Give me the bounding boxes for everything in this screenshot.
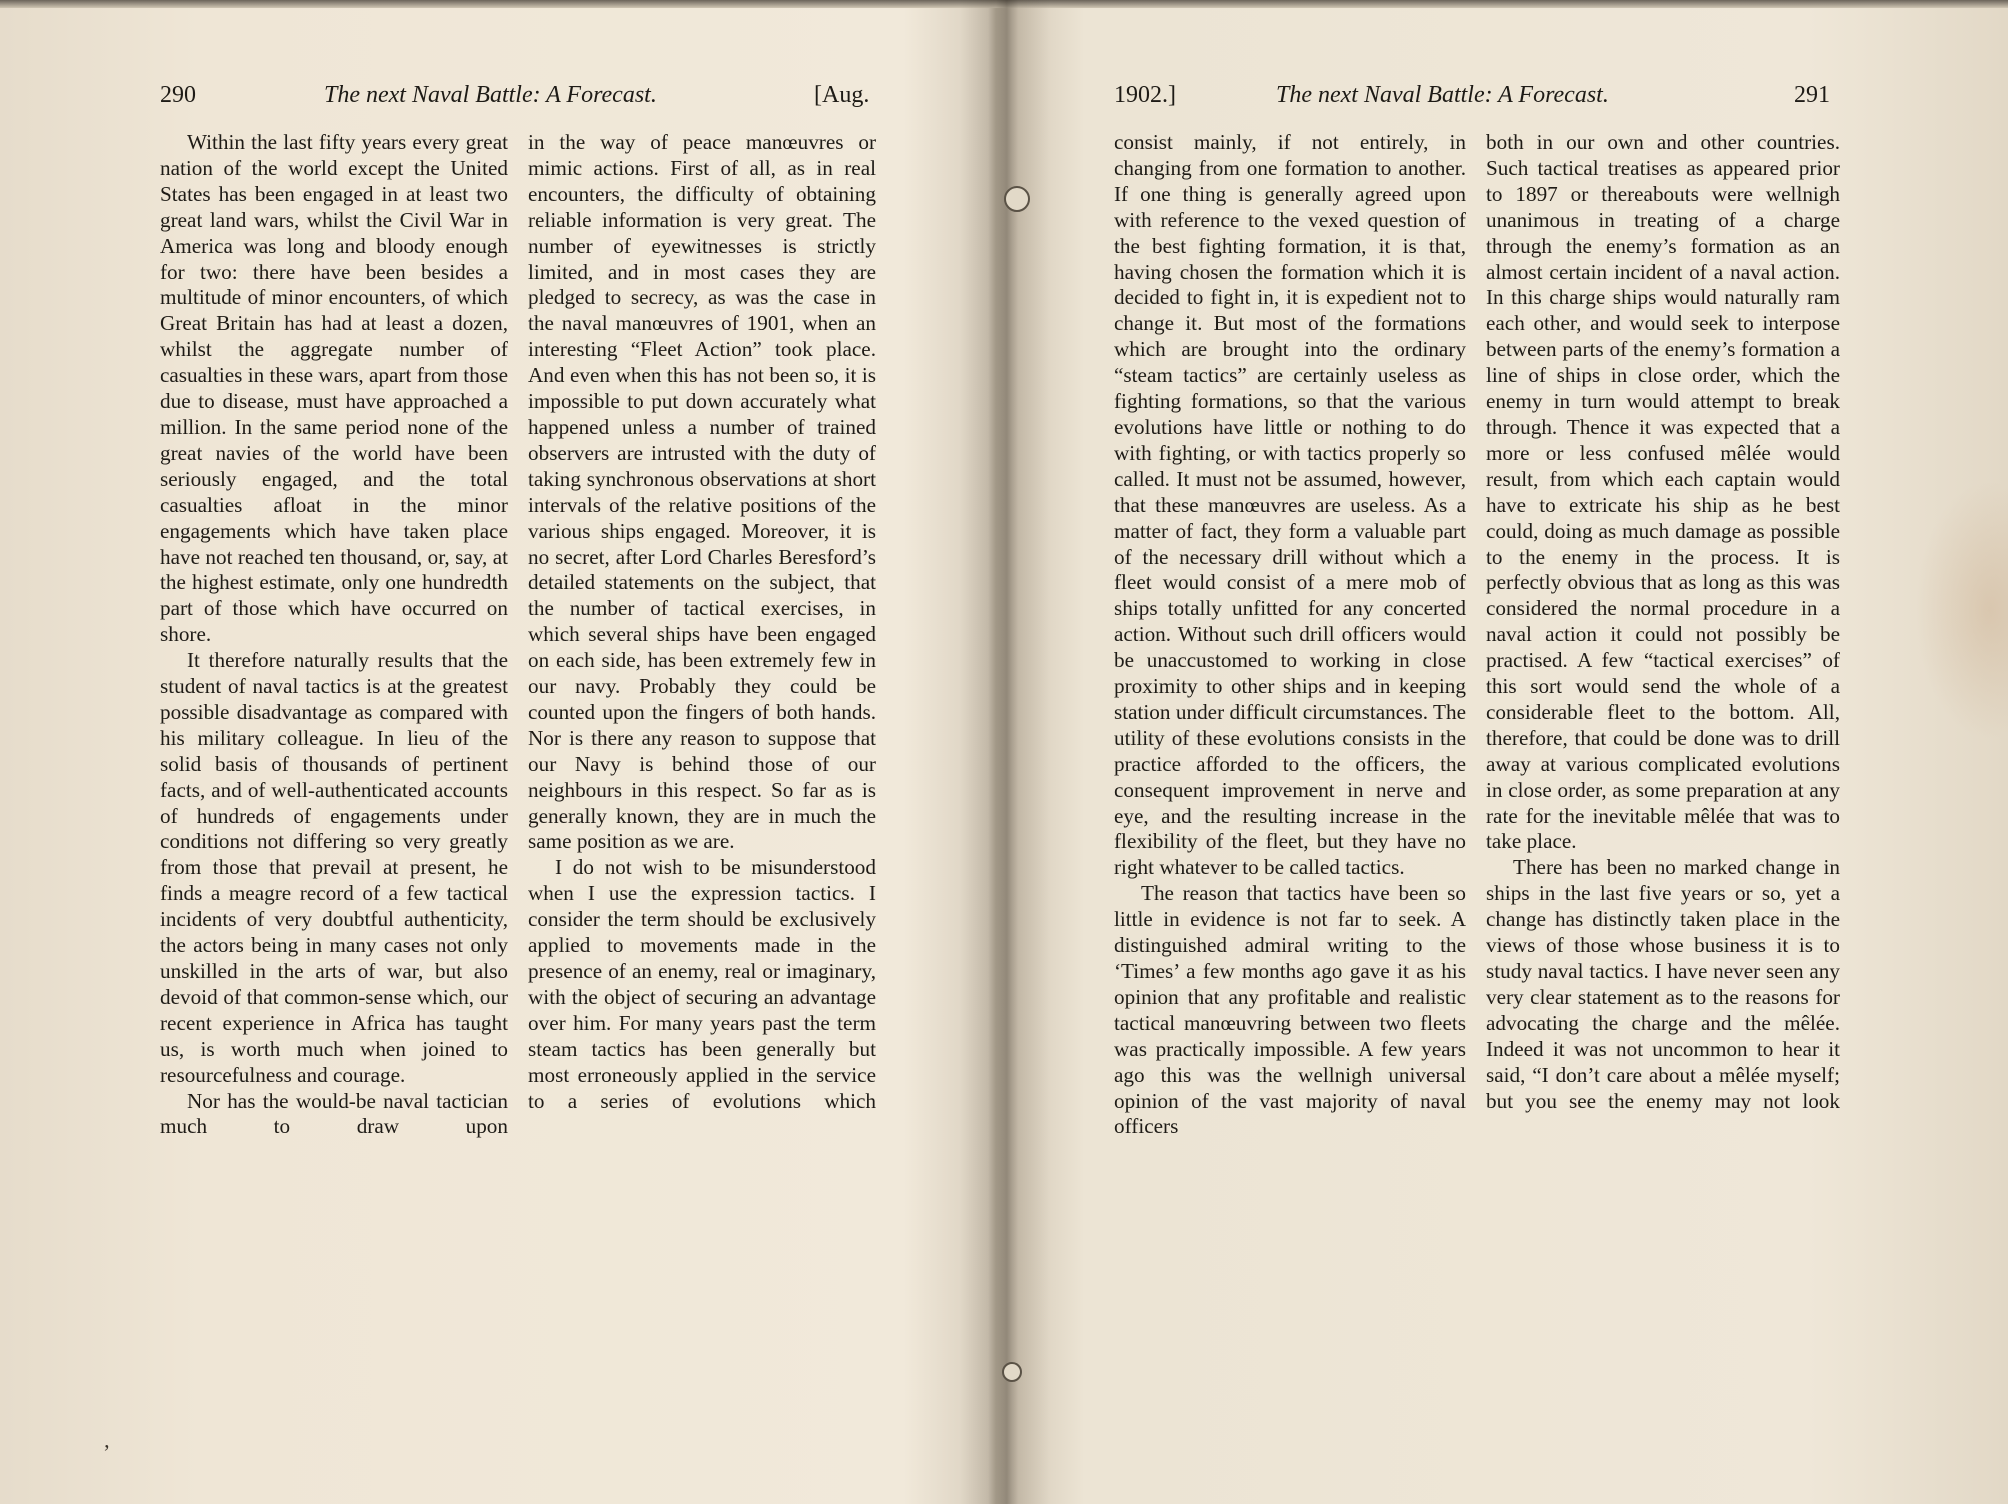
- page-number: 291: [1794, 82, 1830, 108]
- running-title: The next Naval Battle: A Forecast.: [324, 82, 657, 108]
- paragraph: The reason that tactics have been so little in evidence is not far to seek. A distinguished admiral writing to the ‘Times’ a few months ago gave it as his opinion that any profitable and realistic tactical manœuvring between two fleets was practically impossible. A few years ago this was the wellnigh universal opinion of the vast majority of naval officers: [1114, 881, 1466, 1139]
- binding-hole: [1002, 1362, 1022, 1382]
- paragraph: I do not wish to be misunderstood when I use the expression tactics. I consider the term should be exclusively applied to movements made in the presence of an enemy, real or imaginary, with the object of securing an advantage over him. For many years past the term steam tactics has been generally but most erroneously applied in the service to a series of evolutions which: [528, 855, 876, 1113]
- left-column-2: [528, 130, 876, 1114]
- right-running-head: [1114, 78, 1842, 112]
- paragraph: Within the last fifty years every great nation of the world except the United States has been engaged in at least two great land wars, whilst the Civil War in America was long and bloody enough for two: there have been besides a multitude of minor encounters, of which Great Britain has had at least a dozen, whilst the aggregate number of casualties in these wars, apart from those due to disease, must have approached a million. In the same period none of the great navies of the world have been seriously engaged, and the total casualties afloat in the minor engagements which have taken place have not reached ten thousand, or, say, at the highest estimate, only one hundredth part of those which have occurred on shore.: [160, 130, 508, 647]
- paper-stain: [1915, 480, 2008, 740]
- running-title: The next Naval Battle: A Forecast.: [1276, 82, 1609, 108]
- left-running-head: [158, 78, 878, 112]
- paragraph: in the way of peace manœuvres or mimic actions. First of all, as in real encounters, the difficulty of obtaining reliable information is very great. The number of eyewitnesses is strictly limited, and in most cases they are pledged to secrecy, as was the case in the naval manœuvres of 1901, when an interesting “Fleet Action” took place. And even when this has not been so, it is impossible to put down accurately what happened unless a number of trained observers are intrusted with the duty of taking synchronous observations at short intervals of the relative positions of the various ships engaged. Moreover, it is no secret, after Lord Charles Beresford’s detailed statements on the subject, that the number of tactical exercises, in which several ships have been engaged on each side, has been extremely few in our navy. Probably they could be counted upon the fingers of both hands. Nor is there any reason to suppose that our Navy is behind those of our neighbours in this respect. So far as is generally known, they are in much the same position as we are.: [528, 130, 876, 854]
- paragraph: both in our own and other countries. Such tactical treatises as appeared prior to 1897 or thereabouts were wellnigh unanimous in treating of a charge through the enemy’s formation as an almost certain incident of a naval action. In this charge ships would naturally ram each other, and would seek to interpose between parts of the enemy’s formation a line of ships in close order, which the enemy in turn would attempt to break through. Thence it was expected that a more or less confused mêlée would result, from which each captain would have to extricate his ship as he best could, doing as much damage as possible to the enemy in the process. It is perfectly obvious that as long as this was considered the normal procedure in a naval action it could not possibly be practised. A few “tactical exercises” of this sort would send the whole of a considerable fleet to the bottom. All, therefore, that could be done was to drill away at various complicated evolutions in close order, as some preparation at any rate for the inevitable mêlée that was to take place.: [1486, 130, 1840, 854]
- paragraph: Nor has the would-be naval tactician much to draw upon: [160, 1088, 508, 1139]
- paragraph: There has been no marked change in ships in the last five years or so, yet a change has distinctly taken place in the views of those whose business it is to study naval tactics. I have never seen any very clear statement as to the reasons for advocating the charge and the mêlée. Indeed it was not uncommon to hear it said, “I don’t care about a mêlée myself; but you see the enemy may not look: [1486, 855, 1840, 1113]
- right-column-1: [1114, 130, 1466, 1140]
- right-column-2: [1486, 130, 1840, 1114]
- right-page: [1114, 78, 1842, 1139]
- running-date: 1902.]: [1114, 82, 1176, 108]
- ink-speck: ʼ: [103, 1440, 111, 1465]
- page-number: 290: [160, 82, 196, 108]
- binding-hole: [1004, 186, 1030, 212]
- left-page: [158, 78, 878, 1139]
- left-column-1: [160, 130, 508, 1140]
- book-gutter: [960, 0, 1050, 1504]
- running-date: [Aug.: [814, 82, 870, 108]
- paragraph: consist mainly, if not entirely, in changing from one formation to another. If one thing is generally agreed upon with reference to the vexed question of the best fighting formation, it is that, having chosen the formation which it is decided to fight in, it is expedient not to change it. But most of the formations which are brought into the ordinary “steam tactics” are certainly useless as fighting formations, so that the various evolutions have little or nothing to do with fighting, or with tactics properly so called. It must not be assumed, however, that these manœuvres are useless. As a matter of fact, they form a valuable part of the necessary drill without which a fleet would consist of a mere mob of ships totally unfitted for any concerted action. Without such drill officers would be unaccustomed to working in close proximity to other ships and in keeping station under difficult circumstances. The utility of these evolutions consists in the practice afforded to the officers, the consequent improvement in nerve and eye, and the resulting increase in the flexibility of the fleet, but they have no right whatever to be called tactics.: [1114, 130, 1466, 880]
- paragraph: It therefore naturally results that the student of naval tactics is at the greatest possible disadvantage as compared with his military colleague. In lieu of the solid basis of thousands of pertinent facts, and of well-authenticated accounts of hundreds of engagements under conditions not differing so very greatly from those that prevail at present, he finds a meagre record of a few tactical incidents of very doubtful authenticity, the actors being in many cases not only unskilled in the arts of war, but also devoid of that common-sense which, our recent experience in Africa has taught us, is worth much when joined to resourcefulness and courage.: [160, 648, 508, 1087]
